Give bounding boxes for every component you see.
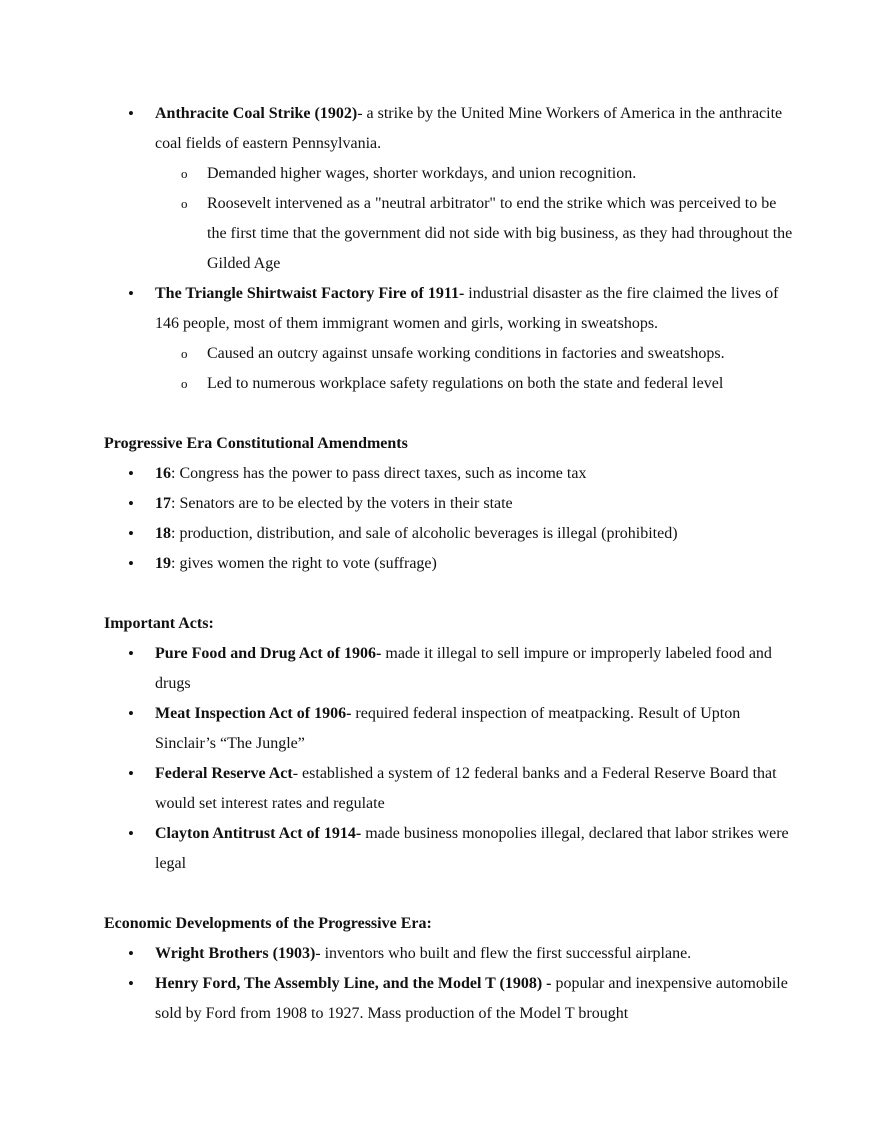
triangle-fire-title: The Triangle Shirtwaist Factory Fire of 1911-: [155, 285, 465, 302]
list-item: [104, 639, 794, 699]
acts-heading: Important Acts:: [104, 615, 214, 632]
triangle-fire-text: industrial disaster as the fire claimed the lives of 146 people, most of them immigrant women and girls, working in sweatshops.: [155, 285, 779, 332]
list-item: [104, 459, 794, 489]
list-item: [104, 819, 794, 879]
sub-item: o Demanded higher wages, shorter workdays, and union recognition.: [155, 159, 794, 189]
list-item: [104, 699, 794, 759]
act-title: Pure Food and Drug Act of 1906-: [155, 645, 382, 662]
act-text: - established a system of 12 federal banks and a Federal Reserve Board that would set interest rates and regulate: [155, 765, 777, 812]
economic-title: Henry Ford, The Assembly Line, and the Model T (1908) -: [155, 975, 552, 992]
act-title: Clayton Antitrust Act of 1914-: [155, 825, 362, 842]
acts-list: [104, 639, 794, 879]
amendments-heading: Progressive Era Constitutional Amendments: [104, 435, 408, 452]
amendment-text: : Senators are to be elected by the voters in their state: [171, 495, 513, 512]
coal-strike-sublist: [155, 159, 794, 279]
economic-text: popular and inexpensive automobile sold by Ford from 1908 to 1927. Mass production of the Model T brought: [155, 975, 788, 1022]
act-text: made business monopolies illegal, declared that labor strikes were legal: [155, 825, 789, 872]
sub-item: o Caused an outcry against unsafe working conditions in factories and sweatshops.: [155, 339, 794, 369]
labor-events-list: [104, 99, 794, 399]
economic-list: [104, 939, 794, 1029]
economic-title: Wright Brothers (1903): [155, 945, 316, 962]
act-title: Meat Inspection Act of 1906-: [155, 705, 352, 722]
amendment-text: : production, distribution, and sale of alcoholic beverages is illegal (prohibited): [171, 525, 678, 542]
amendment-text: : Congress has the power to pass direct taxes, such as income tax: [171, 465, 587, 482]
coal-strike-text: - a strike by the United Mine Workers of America in the anthracite coal fields of eastern Pennsylvania.: [155, 105, 783, 152]
spacer: [104, 399, 794, 429]
list-item-triangle-fire: [104, 279, 794, 399]
economic-text: - inventors who built and flew the first successful airplane.: [315, 945, 692, 962]
amendments-list: [104, 459, 794, 579]
spacer: [104, 879, 794, 909]
list-item: [104, 489, 794, 519]
sub-item: o Roosevelt intervened as a "neutral arbitrator" to end the strike which was perceived to be the first time that the government did not side with big business, as they had throughout the Gilded Age: [155, 189, 794, 279]
document-body: [104, 99, 794, 1029]
list-item: [104, 939, 794, 969]
amendment-number: 18: [155, 525, 171, 542]
spacer: [104, 579, 794, 609]
list-item: [104, 519, 794, 549]
amendment-number: 19: [155, 555, 171, 572]
list-item: [104, 969, 794, 1029]
triangle-fire-sublist: [155, 339, 794, 399]
amendment-text: : gives women the right to vote (suffrage): [171, 555, 437, 572]
act-title: Federal Reserve Act: [155, 765, 293, 782]
amendment-number: 16: [155, 465, 171, 482]
act-text: made it illegal to sell impure or improperly labeled food and drugs: [155, 645, 772, 692]
coal-strike-title: Anthracite Coal Strike (1902): [155, 105, 358, 122]
sub-item: o Led to numerous workplace safety regulations on both the state and federal level: [155, 369, 794, 399]
amendment-number: 17: [155, 495, 171, 512]
list-item: [104, 549, 794, 579]
list-item-coal-strike: [104, 99, 794, 279]
list-item: [104, 759, 794, 819]
act-text: required federal inspection of meatpacking. Result of Upton Sinclair’s “The Jungle”: [155, 705, 741, 752]
economic-heading: Economic Developments of the Progressive Era:: [104, 915, 432, 932]
